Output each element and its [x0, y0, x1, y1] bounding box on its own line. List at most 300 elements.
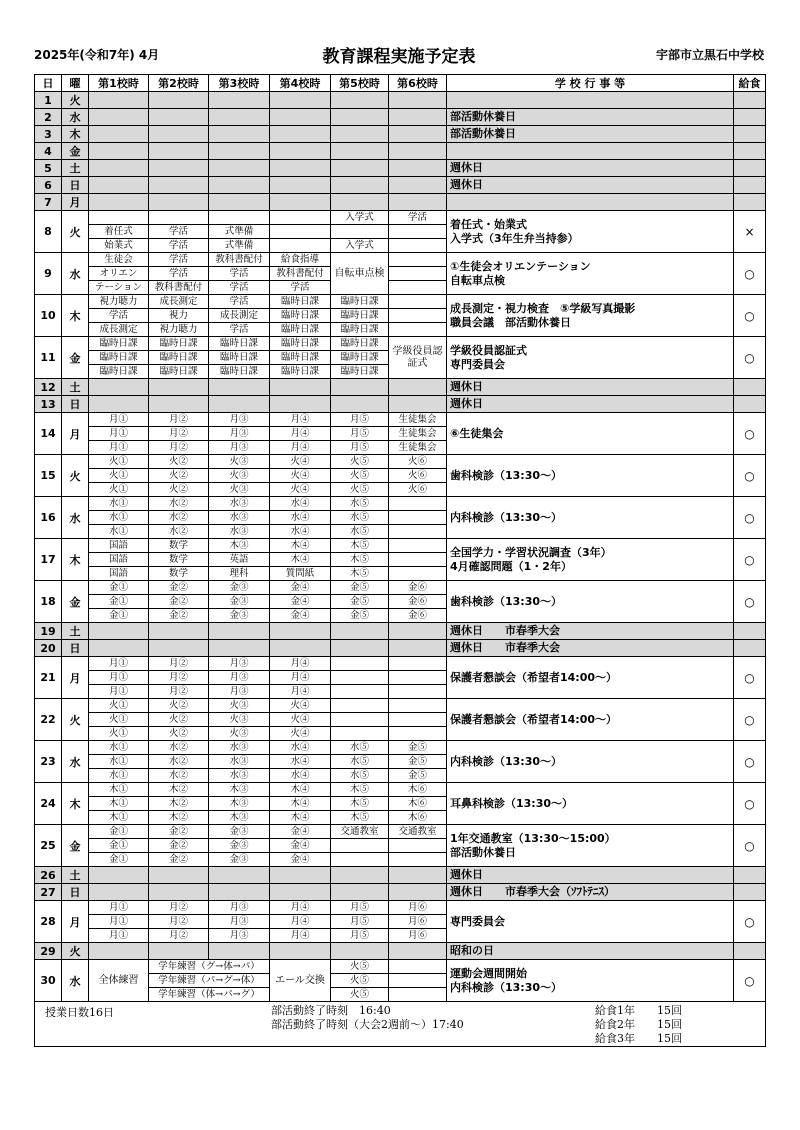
period-class-entry: 月①	[108, 930, 128, 941]
meal-mark	[734, 623, 766, 640]
period-class-entry: 水④	[270, 511, 330, 525]
period-class-entry: 月⑤	[331, 915, 388, 929]
event-line: 週休日 市春季大会	[450, 641, 560, 654]
weekday: 日	[62, 177, 89, 194]
period-cell	[149, 884, 209, 901]
period-class-entry: 数学	[168, 568, 188, 579]
period-cell	[270, 379, 331, 396]
period-cell	[389, 825, 447, 867]
period-cell	[331, 160, 389, 177]
period-class-entry: 月②	[149, 915, 208, 929]
period-cell	[389, 337, 447, 379]
period-cell	[331, 901, 389, 943]
period-class-entry: 視力聴力	[159, 324, 198, 335]
period-class-entry: 水⑤	[331, 741, 388, 755]
period-class-entry: 数学	[149, 553, 208, 567]
period-cell	[331, 295, 389, 337]
period-class-entry: 金②	[149, 825, 208, 839]
period-class-entry: 金⑤	[389, 741, 446, 755]
period-cell	[389, 455, 447, 497]
meal-mark	[734, 177, 766, 194]
period-class-entry: 木①	[89, 797, 148, 811]
weekday: 水	[62, 109, 89, 126]
school-events	[447, 867, 734, 884]
weekday: 月	[62, 657, 89, 699]
period-class-entry	[389, 267, 446, 281]
day-row	[35, 109, 766, 126]
period-class-entry: 木④	[270, 797, 330, 811]
weekday: 土	[62, 379, 89, 396]
weekday: 土	[62, 160, 89, 177]
period-class-entry: 木④	[270, 539, 330, 553]
period-class-entry: 月②	[168, 686, 188, 697]
period-cell	[270, 867, 331, 884]
period-class-entry: 臨時日課	[280, 366, 319, 377]
day-number: 11	[35, 337, 62, 379]
period-class-entry: 月③	[209, 915, 269, 929]
weekday: 火	[62, 699, 89, 741]
period-class-entry: 水⑤	[349, 526, 369, 537]
day-row	[35, 497, 766, 539]
period-cell	[209, 741, 270, 783]
period-class-entry: 水④	[270, 741, 330, 755]
period-cell	[89, 396, 149, 413]
period-class-entry	[331, 853, 388, 866]
day-row	[35, 379, 766, 396]
period-class-entry: 金①	[89, 595, 148, 609]
weekday: 木	[62, 126, 89, 143]
period-cell	[270, 783, 331, 825]
period-class-entry: 水②	[168, 526, 188, 537]
school-events	[447, 160, 734, 177]
period-class-entry: 月①	[89, 413, 148, 427]
period-class-entry: 月②	[149, 671, 208, 685]
period-cell	[149, 741, 209, 783]
day-row	[35, 581, 766, 623]
period-cell	[149, 581, 209, 623]
period-cell	[270, 623, 331, 640]
meal-mark	[734, 160, 766, 177]
school-events	[447, 657, 734, 699]
period-class-entry: 臨時日課	[340, 324, 379, 335]
weekday: 月	[62, 901, 89, 943]
period-class-entry: 月③	[209, 413, 269, 427]
period-class-entry: 質問紙	[285, 568, 315, 579]
period-cell	[149, 539, 209, 581]
period-class-entry: 金②	[168, 854, 188, 865]
day-row	[35, 177, 766, 194]
period-cell	[331, 177, 389, 194]
period-class-entry: 金③	[209, 595, 269, 609]
period-cell	[149, 413, 209, 455]
period-class-entry: 火①	[108, 484, 128, 495]
period-class-entry: 木⑤	[349, 812, 369, 823]
event-line: 部活動休養日	[450, 110, 516, 123]
event-line: 週休日	[450, 397, 483, 410]
period-cell	[331, 657, 389, 699]
period-cell	[270, 497, 331, 539]
day-number: 19	[35, 623, 62, 640]
period-class-entry: 学活	[149, 253, 208, 267]
period-cell	[389, 126, 447, 143]
day-number: 9	[35, 253, 62, 295]
meal-mark: ○	[734, 699, 766, 741]
period-class-entry: 月②	[149, 657, 208, 671]
period-class-entry: 金⑥	[407, 610, 427, 621]
period-class-entry: 臨時日課	[159, 366, 198, 377]
period-class-entry: 火②	[168, 484, 188, 495]
school-events	[447, 379, 734, 396]
meal-count-grade2: 給食2年 15回	[595, 1018, 682, 1031]
period-class-entry	[331, 727, 388, 740]
period-cell	[149, 143, 209, 160]
period-cell	[389, 497, 447, 539]
period-cell	[389, 194, 447, 211]
period-class-entry: 火③	[209, 455, 269, 469]
period-class-entry: 月⑥	[389, 915, 446, 929]
period-cell	[149, 379, 209, 396]
period-class-entry: 木③	[229, 812, 249, 823]
period-cell	[270, 194, 331, 211]
period-cell	[149, 783, 209, 825]
event-line: 着任式・始業式	[450, 217, 527, 231]
col-header-period-3: 第3校時	[209, 75, 270, 92]
period-class-entry: 月①	[89, 427, 148, 441]
period-class-entry: 金②	[149, 595, 208, 609]
period-cell	[389, 699, 447, 741]
period-cell	[389, 960, 447, 1002]
weekday: 土	[62, 867, 89, 884]
period-class-entry: 火⑤	[349, 989, 369, 1000]
school-events	[447, 194, 734, 211]
period-class-entry: 水①	[108, 526, 128, 537]
period-class-entry	[389, 281, 446, 294]
period-cell	[89, 901, 149, 943]
day-row	[35, 337, 766, 379]
period-cell	[331, 143, 389, 160]
period-class-entry: 数学	[149, 539, 208, 553]
period-cell	[89, 581, 149, 623]
day-row	[35, 396, 766, 413]
period-cell	[89, 253, 149, 295]
event-line: 週休日	[450, 868, 483, 881]
period-class-entry	[331, 839, 388, 853]
period-class-entry: 金③	[229, 854, 249, 865]
period-class-entry: 金④	[290, 610, 310, 621]
period-cell	[209, 825, 270, 867]
period-cell	[149, 396, 209, 413]
period-cell	[389, 109, 447, 126]
day-row	[35, 960, 766, 1002]
meal-mark	[734, 92, 766, 109]
period-cell	[331, 699, 389, 741]
period-cell	[389, 295, 447, 337]
period-class-entry: 水③	[209, 741, 269, 755]
period-class-entry	[389, 525, 446, 538]
school-events	[447, 295, 734, 337]
period-class-entry	[389, 699, 446, 713]
period-class-entry: 火②	[149, 469, 208, 483]
school-events	[447, 92, 734, 109]
period-class-entry: 学年練習（パ→グ→体）	[149, 974, 269, 988]
school-events	[447, 497, 734, 539]
day-row	[35, 884, 766, 901]
period-cell	[149, 455, 209, 497]
period-class-entry: 火⑥	[389, 455, 446, 469]
day-row	[35, 623, 766, 640]
period-cell	[331, 194, 389, 211]
period-class-entry: 臨時日課	[270, 309, 330, 323]
period-cell	[149, 901, 209, 943]
period-cell	[331, 623, 389, 640]
period-cell	[149, 657, 209, 699]
school-events	[447, 640, 734, 657]
period-cell	[209, 413, 270, 455]
period-class-entry: 木④	[270, 553, 330, 567]
period-cell	[331, 396, 389, 413]
period-class-entry: 金①	[89, 839, 148, 853]
period-class-entry: 火②	[149, 699, 208, 713]
weekday: 木	[62, 539, 89, 581]
period-class-entry: 月②	[168, 930, 188, 941]
period-cell	[331, 455, 389, 497]
period-class-entry: 水③	[209, 755, 269, 769]
meal-mark: ○	[734, 253, 766, 295]
period-cell	[209, 194, 270, 211]
period-cell	[209, 396, 270, 413]
period-class-entry: 金④	[270, 839, 330, 853]
event-line: 全国学力・学習状況調査（3年）	[450, 545, 612, 559]
day-row	[35, 539, 766, 581]
period-cell	[389, 741, 447, 783]
col-header-period-6: 第6校時	[389, 75, 447, 92]
period-class-entry: 水②	[149, 511, 208, 525]
period-class-entry: 臨時日課	[331, 337, 388, 351]
period-class-entry: 木①	[89, 783, 148, 797]
period-class-entry: 水①	[89, 741, 148, 755]
period-class-entry: 月②	[149, 901, 208, 915]
period-label: 全体練習	[98, 974, 139, 986]
weekday: 火	[62, 211, 89, 253]
period-class-entry: 月④	[270, 657, 330, 671]
event-line: 専門委員会	[450, 914, 505, 928]
period-cell	[389, 143, 447, 160]
day-row	[35, 783, 766, 825]
day-number: 23	[35, 741, 62, 783]
weekday: 日	[62, 640, 89, 657]
event-line: 4月確認問題（1・2年）	[450, 559, 572, 573]
period-class-entry: 火②	[149, 455, 208, 469]
col-header-period-5: 第5校時	[331, 75, 389, 92]
day-row	[35, 741, 766, 783]
col-header-events: 学 校 行 事 等	[447, 75, 734, 92]
period-class-entry: 理科	[229, 568, 249, 579]
period-class-entry: 木②	[168, 812, 188, 823]
period-class-entry: 金⑤	[331, 581, 388, 595]
col-header-period-2: 第2校時	[149, 75, 209, 92]
period-cell	[209, 337, 270, 379]
period-class-entry: 水①	[108, 770, 128, 781]
school-events	[447, 943, 734, 960]
period-class-entry: 水⑤	[331, 497, 388, 511]
period-class-entry: 月①	[89, 901, 148, 915]
day-row	[35, 699, 766, 741]
page-title: 教育課程実施予定表	[322, 47, 476, 67]
weekday: 日	[62, 396, 89, 413]
day-row	[35, 253, 766, 295]
period-class-entry: 臨時日課	[270, 351, 330, 365]
meal-mark: ○	[734, 960, 766, 1002]
school-events	[447, 126, 734, 143]
period-cell	[209, 623, 270, 640]
period-cell	[270, 825, 331, 867]
period-class-entry: 生徒集会	[389, 427, 446, 441]
period-cell	[270, 539, 331, 581]
period-class-entry: 木⑤	[331, 539, 388, 553]
day-number: 16	[35, 497, 62, 539]
period-cell	[89, 699, 149, 741]
period-class-entry: 火⑤	[349, 484, 369, 495]
period-class-entry: 臨時日課	[89, 351, 148, 365]
period-cell	[389, 379, 447, 396]
period-class-entry	[209, 211, 269, 225]
period-cell	[389, 92, 447, 109]
period-class-entry: 視力	[149, 309, 208, 323]
period-class-entry: 木①	[108, 812, 128, 823]
period-class-entry: 教科書配付	[154, 282, 203, 293]
period-cell	[149, 194, 209, 211]
period-class-entry: オリエン	[89, 267, 148, 281]
period-class-entry: 学活	[209, 267, 269, 281]
period-cell	[331, 109, 389, 126]
day-row	[35, 143, 766, 160]
period-cell	[331, 379, 389, 396]
period-cell	[331, 539, 389, 581]
period-class-entry: 水④	[270, 497, 330, 511]
period-class-entry	[389, 671, 446, 685]
period-class-entry: 火⑥	[407, 484, 427, 495]
period-cell	[149, 867, 209, 884]
period-cell	[209, 943, 270, 960]
weekday: 金	[62, 581, 89, 623]
period-class-entry: 英語	[209, 553, 269, 567]
school-events	[447, 581, 734, 623]
period-class-entry: 金②	[149, 839, 208, 853]
meal-mark: ○	[734, 741, 766, 783]
period-class-entry	[389, 727, 446, 740]
period-class-entry: 月③	[209, 657, 269, 671]
weekday: 火	[62, 92, 89, 109]
day-number: 6	[35, 177, 62, 194]
period-class-entry: 水②	[149, 497, 208, 511]
period-cell	[89, 337, 149, 379]
period-class-entry: 火①	[89, 713, 148, 727]
period-class-entry: 月④	[270, 413, 330, 427]
period-class-entry: 水①	[89, 755, 148, 769]
period-class-entry: 臨時日課	[219, 366, 258, 377]
period-cell	[331, 825, 389, 867]
day-number: 5	[35, 160, 62, 177]
period-cell	[331, 741, 389, 783]
period-cell	[149, 160, 209, 177]
col-header-meal: 給食	[734, 75, 766, 92]
day-number: 25	[35, 825, 62, 867]
period-cell	[149, 126, 209, 143]
period-cell	[209, 867, 270, 884]
period-class-entry: 木⑥	[389, 783, 446, 797]
period-class-entry: 火②	[168, 728, 188, 739]
school-events	[447, 699, 734, 741]
period-class-entry: 金③	[209, 839, 269, 853]
day-number: 22	[35, 699, 62, 741]
period-cell	[389, 623, 447, 640]
period-class-entry: 学活	[229, 282, 249, 293]
period-class-entry: 火③	[229, 728, 249, 739]
col-header-period-4: 第4校時	[270, 75, 331, 92]
period-cell	[89, 657, 149, 699]
day-number: 3	[35, 126, 62, 143]
page-header	[34, 42, 764, 66]
date-label: 2025年(令和7年) 4月	[34, 48, 160, 62]
meal-mark	[734, 126, 766, 143]
event-line: 昭和の日	[450, 944, 494, 957]
period-class-entry: 火⑥	[389, 469, 446, 483]
meal-mark: ○	[734, 337, 766, 379]
school-events	[447, 741, 734, 783]
period-class-entry: 水③	[209, 497, 269, 511]
meal-mark: ○	[734, 455, 766, 497]
period-class-entry: 月⑥	[389, 901, 446, 915]
period-class-entry	[270, 211, 330, 225]
period-class-entry: 木⑥	[407, 812, 427, 823]
period-class-entry	[331, 671, 388, 685]
period-class-entry: 金⑤	[407, 770, 427, 781]
period-cell	[89, 160, 149, 177]
period-class-entry	[389, 497, 446, 511]
club-end-time: 部活動終了時刻 16:40	[271, 1004, 391, 1017]
period-cell	[270, 126, 331, 143]
period-class-entry: 火③	[209, 469, 269, 483]
school-events	[447, 884, 734, 901]
event-line: 専門委員会	[450, 357, 505, 371]
period-class-entry: 式準備	[209, 225, 269, 239]
footer-row	[35, 1002, 766, 1047]
period-cell	[389, 253, 447, 295]
period-class-entry: 月②	[149, 427, 208, 441]
period-class-entry: 月⑤	[349, 442, 369, 453]
period-cell	[209, 92, 270, 109]
period-class-entry: 教科書配付	[209, 253, 269, 267]
period-cell	[331, 581, 389, 623]
period-cell	[89, 497, 149, 539]
period-class-entry	[389, 511, 446, 525]
period-class-entry: 火①	[108, 728, 128, 739]
period-cell	[149, 623, 209, 640]
day-number: 21	[35, 657, 62, 699]
day-row	[35, 126, 766, 143]
day-number: 28	[35, 901, 62, 943]
period-class-entry: 式準備	[224, 240, 254, 251]
period-class-entry: 火④	[290, 484, 310, 495]
period-class-entry: 生徒集会	[398, 442, 437, 453]
period-cell	[89, 194, 149, 211]
period-class-entry: 月⑤	[349, 930, 369, 941]
period-cell	[389, 160, 447, 177]
weekday: 水	[62, 960, 89, 1002]
event-line: 歯科検診（13:30～）	[450, 594, 563, 608]
period-cell	[149, 640, 209, 657]
period-class-entry: 月①	[108, 686, 128, 697]
